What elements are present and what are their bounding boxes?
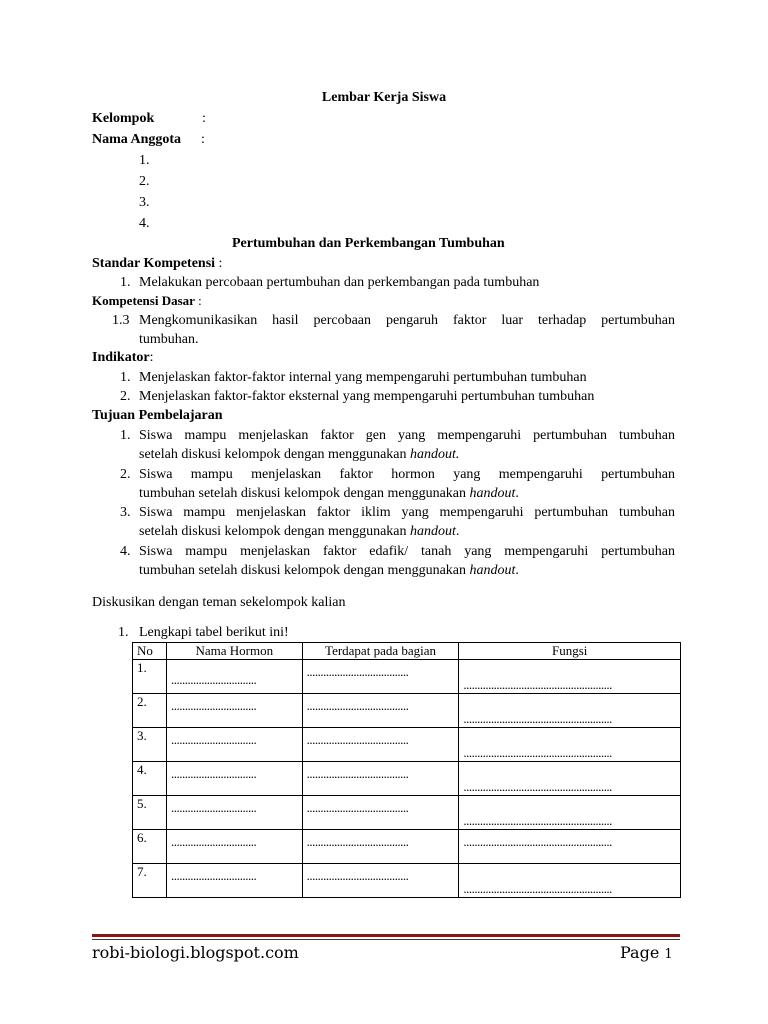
anggota-colon: :	[201, 132, 205, 147]
tujuan-item-line2-text: setelah diskusi kelompok dengan menggunakan	[139, 524, 410, 539]
cell-nama-hormon-value: ...............................	[170, 868, 257, 883]
dasar-number: 1.3	[112, 313, 130, 328]
table-row	[133, 830, 681, 864]
tujuan-item-number: 2.	[120, 467, 131, 482]
tujuan-item-end: .	[455, 524, 460, 539]
cell-nama-hormon-value: ...............................	[170, 698, 257, 713]
footer-rule-thick	[92, 934, 680, 937]
tujuan-item-handout: handout.	[410, 447, 460, 462]
cell-nama-hormon-value: ...............................	[170, 732, 257, 747]
cell-fungsi-value: ......................................................	[463, 677, 612, 692]
cell-no: 7.	[133, 864, 167, 898]
cell-fungsi	[459, 694, 681, 728]
cell-bagian	[302, 728, 459, 762]
tujuan-item-line1: Siswa mampu menjelaskan faktor hormon yang mempengaruhi pertumbuhan	[139, 467, 675, 482]
cell-bagian	[302, 830, 459, 864]
kompetensi-dasar-heading	[92, 292, 202, 309]
indikator-item-text: Menjelaskan faktor-faktor eksternal yang mempengaruhi pertumbuhan tumbuhan	[139, 389, 595, 404]
tujuan-item-line1: Siswa mampu menjelaskan faktor gen yang mempengaruhi pertumbuhan tumbuhan	[139, 428, 675, 443]
tujuan-item-line1: Siswa mampu menjelaskan faktor edafik/ tanah yang mempengaruhi pertumbuhan	[139, 544, 675, 559]
cell-fungsi-value: ......................................................	[463, 779, 612, 794]
cell-nama-hormon-value: ...............................	[170, 766, 257, 781]
cell-nama-hormon	[166, 660, 302, 694]
tujuan-item-line2	[139, 561, 519, 580]
task-text: Lengkapi tabel berikut ini!	[139, 625, 289, 640]
cell-fungsi	[459, 762, 681, 796]
tujuan-heading: Tujuan Pembelajaran	[92, 408, 223, 423]
hormone-table	[132, 642, 681, 898]
tujuan-item-handout: handout	[469, 486, 516, 501]
tujuan-item-number: 3.	[120, 505, 131, 520]
cell-no: 5.	[133, 796, 167, 830]
cell-bagian-value: .....................................	[306, 766, 409, 781]
indikator-label: Indikator	[92, 350, 150, 365]
cell-nama-hormon-value: ...............................	[170, 672, 257, 687]
tujuan-item-line2-text: tumbuhan setelah diskusi kelompok dengan menggunakan	[139, 563, 470, 578]
footer-page-number: 1	[664, 947, 673, 962]
cell-no: 1.	[133, 660, 167, 694]
cell-nama-hormon-value: ...............................	[170, 800, 257, 815]
kelompok-label: Kelompok	[92, 111, 155, 126]
cell-bagian-value: .....................................	[306, 664, 409, 679]
tujuan-item-line2	[139, 484, 519, 503]
standar-colon: :	[215, 256, 223, 271]
cell-no: 2.	[133, 694, 167, 728]
cell-fungsi	[459, 796, 681, 830]
indikator-colon: :	[149, 350, 154, 365]
anggota-number: 1.	[139, 153, 150, 168]
cell-fungsi-value: ......................................................	[463, 711, 612, 726]
cell-fungsi	[459, 660, 681, 694]
tujuan-item-line2-text: setelah diskusi kelompok dengan menggunakan	[139, 447, 410, 462]
tujuan-item-number: 4.	[120, 544, 131, 559]
indikator-item-number: 1.	[120, 370, 131, 385]
footer-rule-thin	[92, 939, 680, 940]
tujuan-item-line2	[139, 445, 459, 464]
task-number: 1.	[118, 625, 129, 640]
cell-fungsi	[459, 830, 681, 864]
dasar-colon: :	[194, 293, 202, 308]
cell-bagian-value: .....................................	[306, 868, 409, 883]
footer-page-label: Page	[620, 943, 660, 962]
topic-heading: Pertumbuhan dan Perkembangan Tumbuhan	[232, 236, 505, 251]
cell-nama-hormon	[166, 830, 302, 864]
cell-fungsi-value: ......................................................	[463, 813, 612, 828]
cell-bagian	[302, 796, 459, 830]
cell-fungsi-value: ......................................................	[463, 834, 612, 849]
table-row	[133, 694, 681, 728]
cell-bagian	[302, 660, 459, 694]
dasar-text-line1: Mengkomunikasikan hasil percobaan pengaruh faktor luar terhadap pertumbuhan	[139, 313, 675, 328]
table-row	[133, 762, 681, 796]
table-row	[133, 660, 681, 694]
cell-fungsi-value: ......................................................	[463, 745, 612, 760]
table-body	[133, 660, 681, 898]
cell-no: 6.	[133, 830, 167, 864]
cell-nama-hormon	[166, 864, 302, 898]
cell-bagian	[302, 762, 459, 796]
instruction-text: Diskusikan dengan teman sekelompok kalian	[92, 595, 346, 610]
tujuan-item-line2-text: tumbuhan setelah diskusi kelompok dengan menggunakan	[139, 486, 470, 501]
cell-nama-hormon	[166, 694, 302, 728]
indikator-item-text: Menjelaskan faktor-faktor internal yang mempengaruhi pertumbuhan tumbuhan	[139, 370, 587, 385]
anggota-number: 4.	[139, 216, 150, 231]
cell-bagian-value: .....................................	[306, 834, 409, 849]
cell-fungsi-value: ......................................................	[463, 881, 612, 896]
dasar-text-line2: tumbuhan.	[139, 332, 199, 347]
cell-bagian	[302, 864, 459, 898]
tujuan-item-line2	[139, 522, 459, 541]
cell-bagian-value: .....................................	[306, 732, 409, 747]
cell-nama-hormon-value: ...............................	[170, 834, 257, 849]
cell-nama-hormon	[166, 728, 302, 762]
anggota-number: 3.	[139, 195, 150, 210]
table-row	[133, 864, 681, 898]
table-row	[133, 728, 681, 762]
cell-bagian	[302, 694, 459, 728]
footer-site: robi-biologi.blogspot.com	[92, 943, 299, 962]
tujuan-item-end: .	[515, 563, 519, 578]
header-fungsi: Fungsi	[459, 643, 681, 660]
table-header-row	[133, 643, 681, 660]
cell-bagian-value: .....................................	[306, 800, 409, 815]
standar-item-text: Melakukan percobaan pertumbuhan dan perkembangan pada tumbuhan	[139, 275, 540, 290]
tujuan-item-line1: Siswa mampu menjelaskan faktor iklim yang mempengaruhi pertumbuhan tumbuhan	[139, 505, 675, 520]
indikator-item-number: 2.	[120, 389, 131, 404]
cell-fungsi	[459, 864, 681, 898]
standar-kompetensi-heading	[92, 254, 222, 273]
standar-label: Standar Kompetensi	[92, 256, 216, 271]
anggota-label: Nama Anggota	[92, 132, 182, 147]
cell-bagian-value: .....................................	[306, 698, 409, 713]
kelompok-colon: :	[202, 111, 206, 126]
cell-fungsi	[459, 728, 681, 762]
tujuan-item-handout: handout	[469, 563, 516, 578]
header-no: No	[133, 643, 167, 660]
standar-item-number: 1.	[120, 275, 131, 290]
worksheet-title: Lembar Kerja Siswa	[321, 90, 447, 105]
tujuan-item-number: 1.	[120, 428, 131, 443]
indikator-heading	[92, 348, 153, 367]
anggota-number: 2.	[139, 174, 150, 189]
cell-nama-hormon	[166, 796, 302, 830]
tujuan-item-handout: handout	[410, 524, 456, 539]
dasar-label: Kompetensi Dasar	[92, 293, 195, 308]
header-nama-hormon: Nama Hormon	[166, 643, 302, 660]
footer-page	[620, 943, 673, 962]
table-row	[133, 796, 681, 830]
cell-nama-hormon	[166, 762, 302, 796]
header-bagian: Terdapat pada bagian	[302, 643, 459, 660]
cell-no: 3.	[133, 728, 167, 762]
tujuan-item-end: .	[515, 486, 519, 501]
cell-no: 4.	[133, 762, 167, 796]
